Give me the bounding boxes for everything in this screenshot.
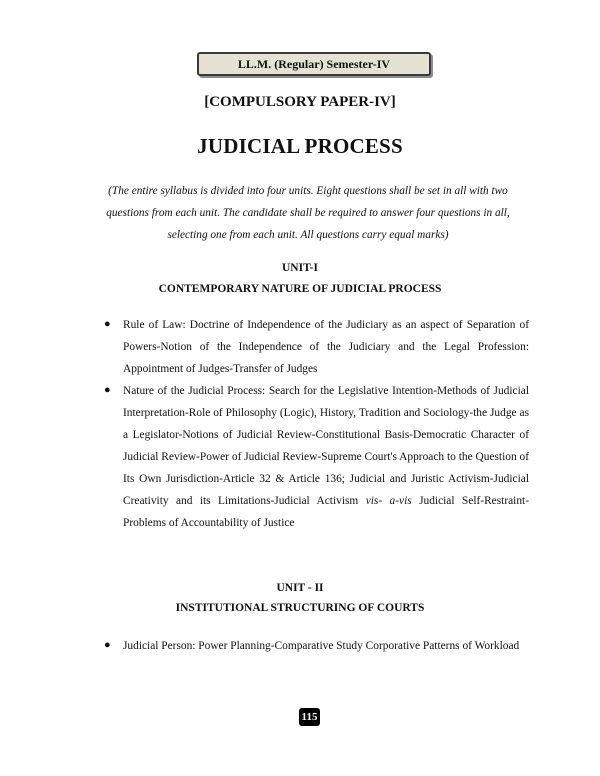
list-item-text: Judicial Self-Restraint-Problems of Accountability of Justice [123,495,529,529]
semester-header-label: LL.M. (Regular) Semester-IV [237,57,391,71]
unit-1-subheading: CONTEMPORARY NATURE OF JUDICIAL PROCESS [158,283,442,295]
semester-header-box [197,52,431,76]
bullet-icon: ● [104,384,111,396]
syllabus-note-line: selecting one from each unit. All questions carry equal marks) [167,229,449,241]
list-item [123,380,529,534]
unit-1-heading: UNIT-I [281,262,318,274]
syllabus-note-line: (The entire syllabus is divided into four units. Eight questions shall be set in all with two [108,185,508,197]
list-item-text: Nature of the Judicial Process: Search for the Legislative Intention-Methods of Judicial Interpretation-Role of Philosophy (Logic), History, Tradition and Sociology-the Judge as a Legislator-Notions of Judicial Review-Constitutional Basis-Democratic Character of Judicial Review-Power of Judicial Review-Supreme Court's Approach to the Question of Its Own Jurisdiction-Article 32 & Article 136; Judicial and Juristic Activism-Judicial Creativity and its Limitations-Judicial Activism [123,385,529,507]
list-item: Rule of Law: Doctrine of Independence of the Judiciary as an aspect of Separation of Powers-Notion of the Independence of the Judiciary and the Legal Profession: Appointment of Judges-Transfer of Judges [123,319,529,375]
list-item-italic-text: vis- a-vis [365,495,412,507]
page-number: 115 [299,708,320,726]
bullet-icon: ● [104,639,111,651]
syllabus-note-line: questions from each unit. The candidate shall be required to answer four questions in all, [106,207,510,219]
syllabus-note [80,180,536,246]
bullet-icon: ● [104,318,111,330]
unit-2-heading: UNIT - II [276,582,324,594]
compulsory-paper-label: [COMPULSORY PAPER-IV] [204,94,396,110]
page-title: JUDICIAL PROCESS [197,134,403,158]
unit-2-subheading: INSTITUTIONAL STRUCTURING OF COURTS [175,602,425,614]
list-item: Judicial Person: Power Planning-Comparative Study Corporative Patterns of Workload [123,640,520,652]
